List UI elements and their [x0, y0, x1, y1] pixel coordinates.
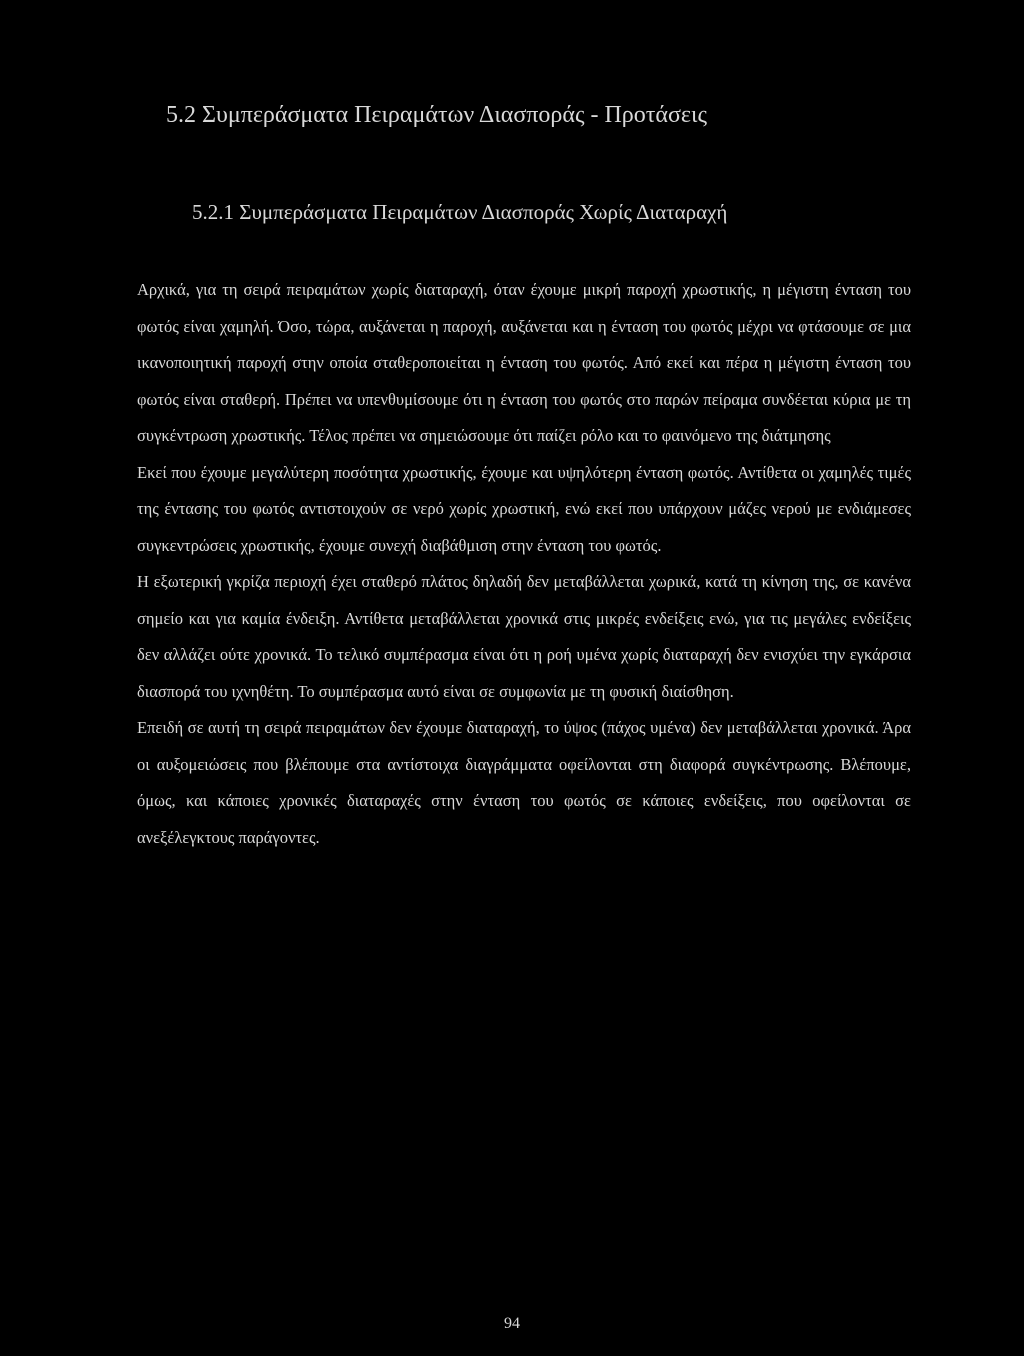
subsection-title: 5.2.1 Συμπεράσματα Πειραμάτων Διασποράς Χωρίς Διαταραχή	[192, 200, 728, 224]
paragraph: Εκεί που έχουμε μεγαλύτερη ποσότητα χρωστικής, έχουμε και υψηλότερη ένταση φωτός. Αντίθετα οι χαμηλές τιμές της έντασης του φωτός αντιστοιχούν σε νερό χωρίς χρωστική, ενώ εκεί που υπάρχουν μάζες νερού με ενδιάμεσες συγκεντρώσεις χρωστικής, έχουμε συνεχή διαβάθμιση στην ένταση του φωτός.	[137, 462, 911, 555]
paragraph: Αρχικά, για τη σειρά πειραμάτων χωρίς διαταραχή, όταν έχουμε μικρή παροχή χρωστικής, η μέγιστη ένταση του φωτός είναι χαμηλή. Όσο, τώρα, αυξάνεται η παροχή, αυξάνεται και η ένταση του φωτός μέχρι να φτάσουμε σε μια ικανοποιητική παροχή στην οποία σταθεροποιείται η ένταση του φωτός. Από εκεί και πέρα η μέγιστη ένταση του φωτός είναι σταθερή. Πρέπει να υπενθυμίσουμε ότι η ένταση του φωτός στο παρών πείραμα συνδέεται κύρια με τη συγκέντρωση χρωστικής. Τέλος πρέπει να σημειώσουμε ότι παίζει ρόλο και το φαινόμενο της διάτμησης	[137, 280, 911, 445]
section-title: 5.2 Συμπεράσματα Πειραμάτων Διασποράς - Προτάσεις	[166, 102, 707, 128]
body-text	[137, 272, 911, 856]
paragraph: Επειδή σε αυτή τη σειρά πειραμάτων δεν έχουμε διαταραχή, το ύψος (πάχος υμένα) δεν μεταβάλλεται χρονικά. Άρα οι αυξομειώσεις που βλέπουμε στα αντίστοιχα διαγράμματα οφείλονται στη διαφορά συγκέντρωσης. Βλέπουμε, όμως, και κάποιες χρονικές διαταραχές στην ένταση του φωτός σε κάποιες ενδείξεις, που οφείλονται σε ανεξέλεγκτους παράγοντες.	[137, 718, 911, 847]
page-number: 94	[504, 1315, 520, 1332]
paragraph: Η εξωτερική γκρίζα περιοχή έχει σταθερό πλάτος δηλαδή δεν μεταβάλλεται χωρικά, κατά τη κίνηση της, σε κανένα σημείο και για καμία ένδειξη. Αντίθετα μεταβάλλεται χρονικά στις μικρές ενδείξεις ενώ, για τις μεγάλες ενδείξεις δεν αλλάζει ούτε χρονικά. Το τελικό συμπέρασμα είναι ότι η ροή υμένα χωρίς διαταραχή δεν ενισχύει την εγκάρσια διασπορά του ιχνηθέτη. Το συμπέρασμα αυτό είναι σε συμφωνία με τη φυσική διαίσθηση.	[137, 572, 911, 701]
